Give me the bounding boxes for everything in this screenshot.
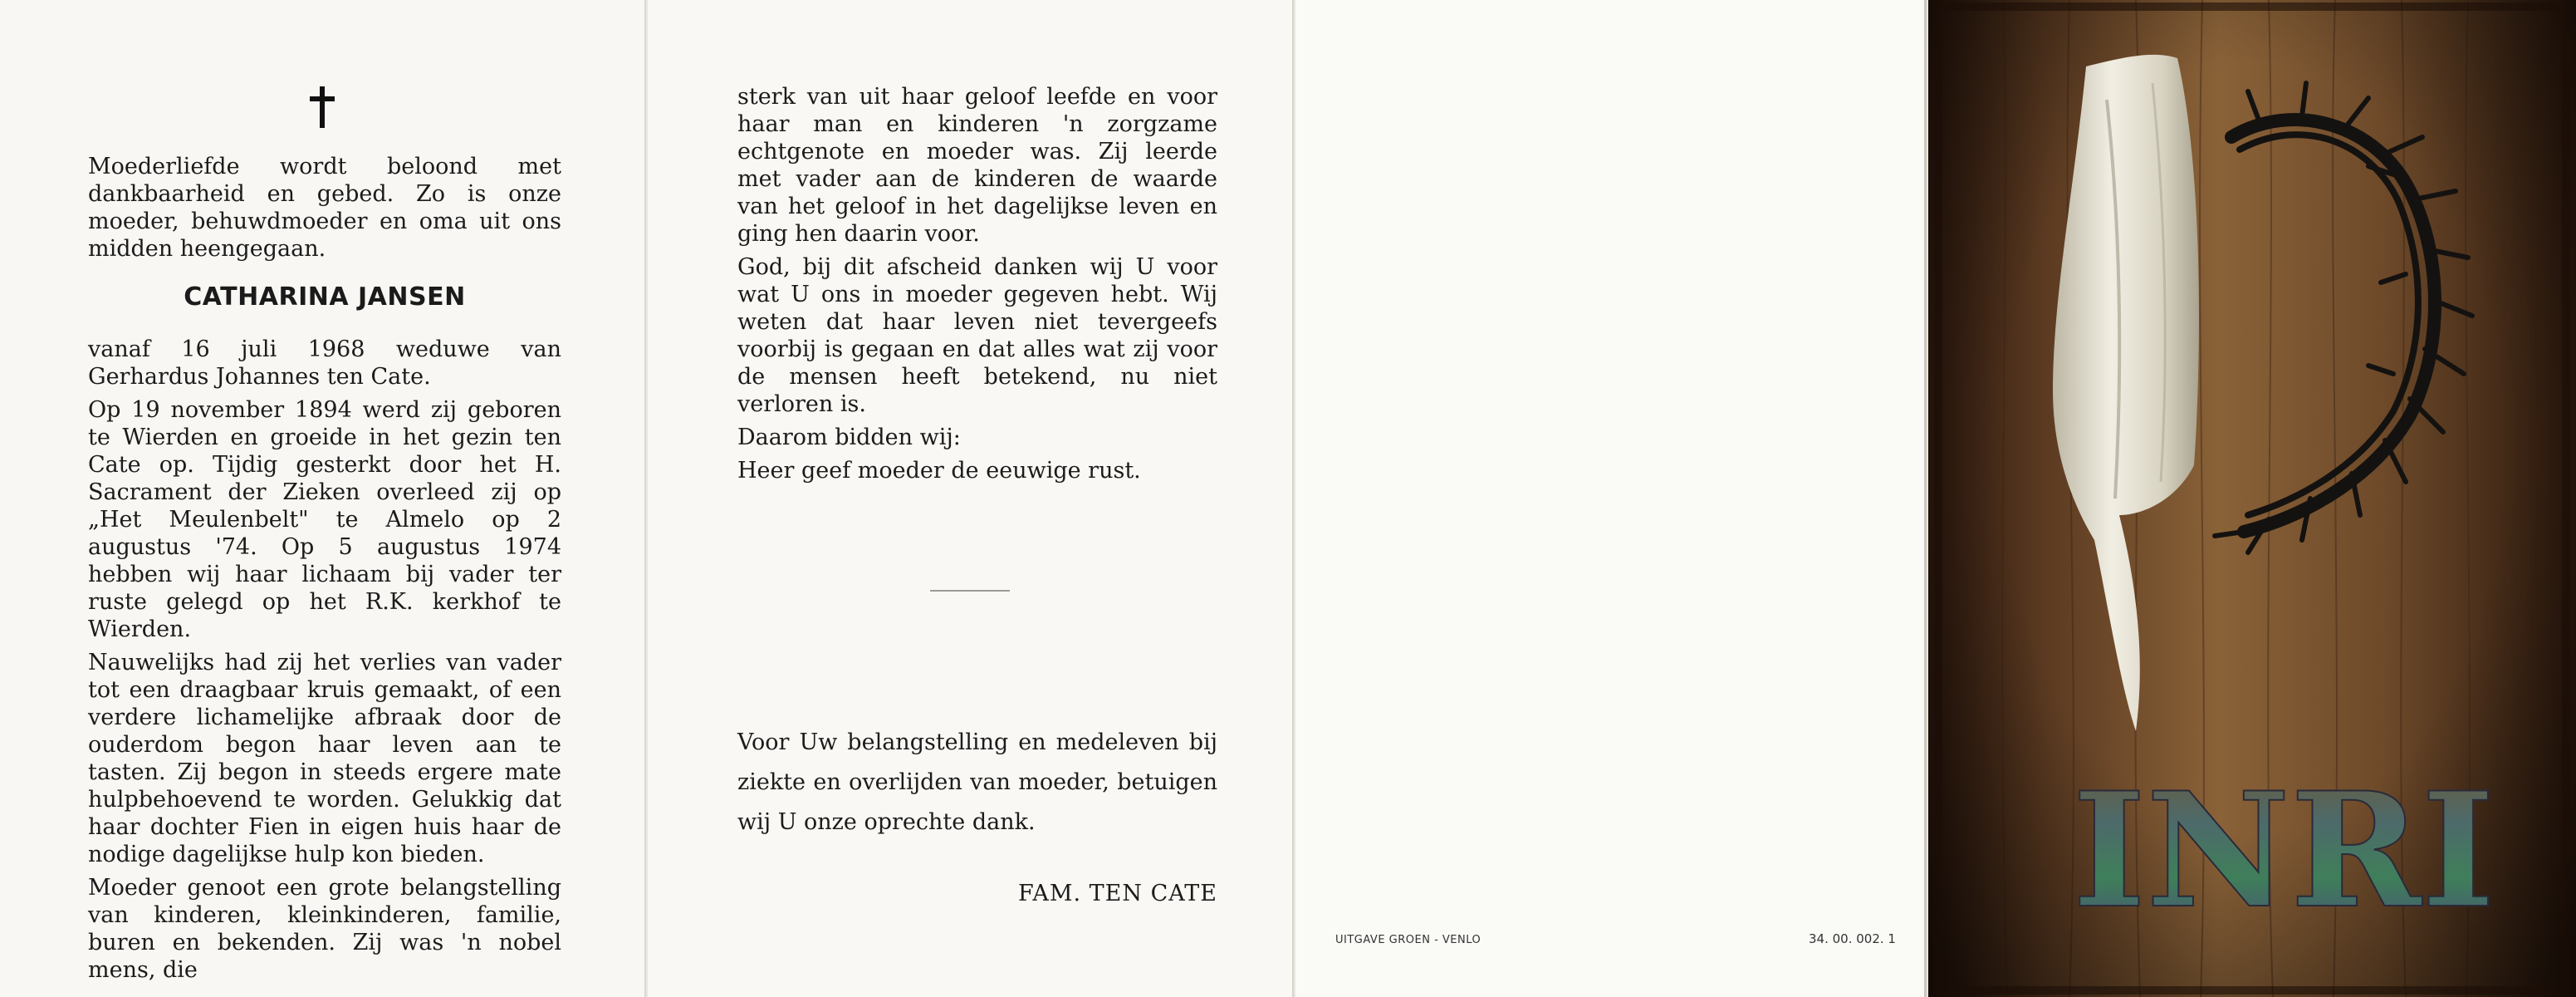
text-paragraph: God, bij dit afscheid danken wij U voor wat U ons in moeder gegeven hebt. Wij weten dat haar leven niet tevergeefs voorbij is gegaan en dat alles wat zij voor de mensen heeft betekend, nu niet verloren is. (737, 254, 1217, 417)
publisher-imprint: UITGAVE GROEN - VENLO (1335, 934, 1481, 946)
family-signature: FAM. TEN CATE (1017, 881, 1217, 906)
card-panel-blank (1295, 0, 1927, 997)
bio-paragraph: Op 19 november 1894 werd zij geboren te Wierden en groeide in het gezin ten Cate op. Tijdig gesterkt door het H. Sacrament der Zieken overleed zij op „Het Meulenbelt" te Almelo op 2 augustus '74. Op 5 augustus 1974 hebben wij haar lichaam bij vader ter ruste gelegd op het R.K. kerkhof te Wierden. (88, 397, 561, 642)
bio-paragraph: Moeder genoot een grote belangstelling van kinderen, kleinkinderen, familie, buren en bekenden. Zij was 'n nobel mens, die (88, 875, 561, 983)
card-panel-image (1928, 0, 2576, 997)
intro-paragraph: Moederliefde wordt beloond met dankbaarheid en gebed. Zo is onze moeder, behuwdmoeder en oma uit ons midden heengegaan. (88, 154, 561, 262)
prayer-intro: Daarom bidden wij: (737, 425, 961, 450)
bio-paragraph: Nauwelijks had zij het verlies van vader tot een draagbaar kruis gemaakt, of een verdere lichamelijke afbraak door de ouderdom begon haar leven aan te tasten. Zij begon in steeds ergere mate hulpbehoevend te worden. Gelukkig dat haar dochter Fien in eigen huis haar de nodige dagelijkse hulp kon bieden. (88, 650, 561, 867)
cross-icon (310, 86, 335, 128)
crucifixion-symbol-artwork (1928, 0, 2576, 997)
card-panel-middle (648, 0, 1294, 997)
inri-inscription: INRI (2072, 758, 2495, 943)
biography (88, 336, 561, 990)
deceased-name: CATHARINA JANSEN (184, 282, 466, 312)
print-code: 34. 00. 002. 1 (1809, 931, 1896, 946)
thanks-paragraph: Voor Uw belangstelling en medeleven bij ziekte en overlijden van moeder, betuigen wij U onze oprechte dank. (737, 729, 1217, 835)
text-paragraph: sterk van uit haar geloof leefde en voor haar man en kinderen 'n zorgzame echtgenote en moeder was. Zij leerde met vader aan de kinderen de waarde van het geloof in het dagelijkse leven en ging hen daarin voor. (737, 84, 1217, 247)
card-panel-left (0, 0, 646, 997)
bio-paragraph: vanaf 16 juli 1968 weduwe van Gerhardus Johannes ten Cate. (88, 336, 561, 390)
prayer-line: Heer geef moeder de eeuwige rust. (737, 458, 1141, 484)
continued-text (737, 83, 1217, 490)
divider-line (930, 590, 1010, 592)
